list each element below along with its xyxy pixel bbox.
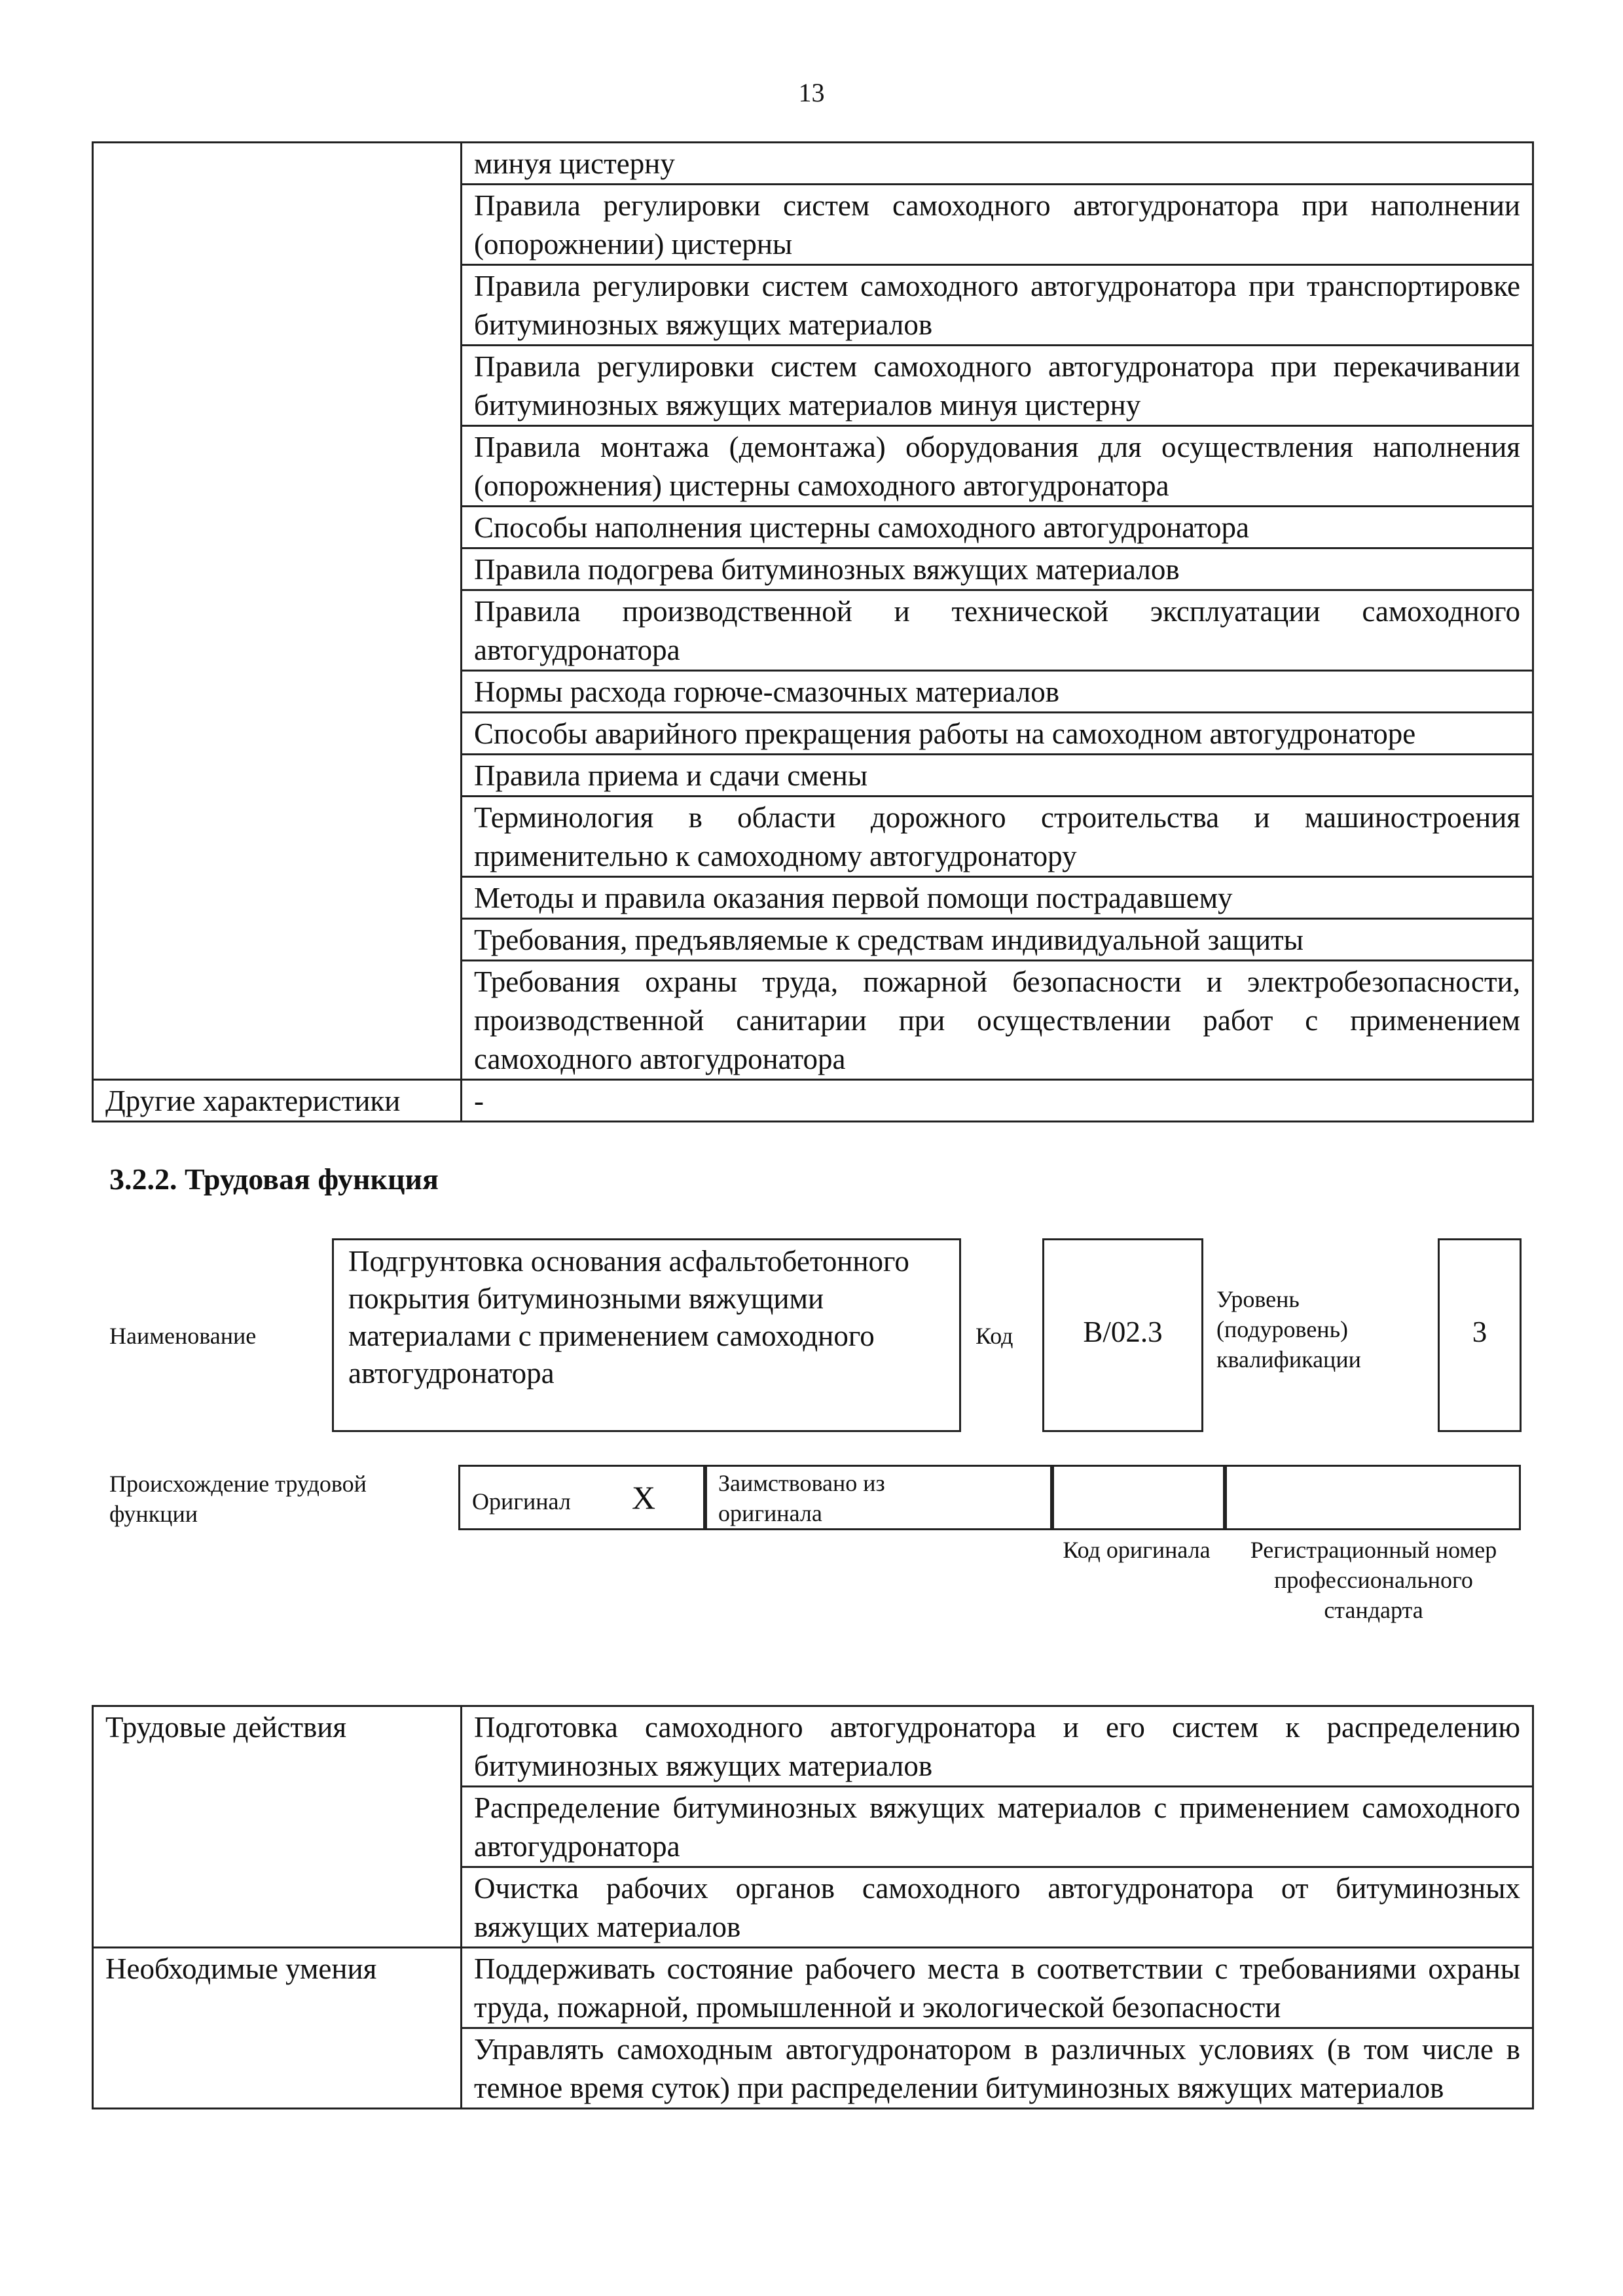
table-cell: Правила регулировки систем самоходного автогудронатора при перекачивании битуминозных вяжущих материалов минуя цистерну xyxy=(462,346,1533,426)
required-skills-label: Необходимые умения xyxy=(93,1948,462,2109)
table-cell: Требования охраны труда, пожарной безопасности и электробезопасности, производственной санитарии при осуществлении работ с применением самоходного автогудронатора xyxy=(462,961,1533,1080)
borrowed-cell xyxy=(703,1465,1054,1530)
table-cell: Подготовка самоходного автогудронатора и его систем к распределению битуминозных вяжущих материалов xyxy=(462,1706,1533,1787)
code-value: В/02.3 xyxy=(1083,1316,1163,1348)
table-cell: Способы аварийного прекращения работы на самоходном автогудронаторе xyxy=(462,713,1533,755)
original-code-cell xyxy=(1050,1465,1227,1530)
other-characteristics-value: - xyxy=(462,1080,1533,1122)
registration-number-cell xyxy=(1223,1465,1521,1530)
level-box xyxy=(1438,1238,1522,1432)
function-name: Подгрунтовка основания асфальтобетонного покрытия битуминозными вяжущими материалами с применением самоходного автогудронатора xyxy=(348,1245,909,1390)
original-mark: X xyxy=(632,1479,656,1516)
page-number: 13 xyxy=(798,78,825,107)
table-cell: Методы и правила оказания первой помощи пострадавшему xyxy=(462,877,1533,919)
table-cell: Правила приема и сдачи смены xyxy=(462,755,1533,797)
table-cell: Управлять самоходным автогудронатором в различных условиях (в том числе в темное время суток) при распределении битуминозных вяжущих материалов xyxy=(462,2028,1533,2109)
name-box xyxy=(332,1238,961,1432)
table-row xyxy=(93,143,1533,185)
row-label-empty xyxy=(93,143,462,1080)
labor-actions-label: Трудовые действия xyxy=(93,1706,462,1948)
table-cell: Нормы расхода горюче-смазочных материалов xyxy=(462,671,1533,713)
table-cell: Поддерживать состояние рабочего места в соответствии с требованиями охраны труда, пожарной, промышленной и экологической безопасности xyxy=(462,1948,1533,2028)
code-box xyxy=(1042,1238,1203,1432)
original-code-caption: Код оригинала xyxy=(1063,1537,1211,1563)
table-cell: Терминология в области дорожного строительства и машиностроения применительно к самоходному автогудронатору xyxy=(462,797,1533,877)
original-label: Оригинал xyxy=(472,1488,571,1515)
knowledge-table xyxy=(92,141,1534,1122)
section-title: 3.2.2. Трудовая функция xyxy=(109,1162,439,1196)
table-cell: Очистка рабочих органов самоходного автогудронатора от битуминозных вяжущих материалов xyxy=(462,1867,1533,1948)
table-cell: Распределение битуминозных вяжущих материалов с применением самоходного автогудронатора xyxy=(462,1787,1533,1867)
table-cell: Способы наполнения цистерны самоходного автогудронатора xyxy=(462,507,1533,548)
table-cell: минуя цистерну xyxy=(462,143,1533,185)
borrowed-label: Заимствовано из оригинала xyxy=(718,1470,885,1526)
level-label: Уровень (подуровень) квалификации xyxy=(1216,1286,1361,1372)
origin-label: Происхождение трудовой функции xyxy=(109,1471,367,1527)
code-label: Код xyxy=(976,1323,1013,1349)
registration-number-caption: Регистрационный номер профессионального стандарта xyxy=(1250,1537,1497,1623)
table-row xyxy=(93,1706,1533,1787)
table-cell: Правила монтажа (демонтажа) оборудования для осуществления наполнения (опорожнения) цистерны самоходного автогудронатора xyxy=(462,426,1533,507)
table-cell: Правила производственной и технической эксплуатации самоходного автогудронатора xyxy=(462,590,1533,671)
name-label: Наименование xyxy=(109,1323,257,1349)
table-row xyxy=(93,1080,1533,1122)
original-cell xyxy=(458,1465,707,1530)
actions-table xyxy=(92,1705,1534,2109)
other-characteristics-label: Другие характеристики xyxy=(93,1080,462,1122)
table-cell: Требования, предъявляемые к средствам индивидуальной защиты xyxy=(462,919,1533,961)
table-cell: Правила регулировки систем самоходного автогудронатора при транспортировке битуминозных вяжущих материалов xyxy=(462,265,1533,346)
table-cell: Правила регулировки систем самоходного автогудронатора при наполнении (опорожнении) цистерны xyxy=(462,185,1533,265)
level-value: 3 xyxy=(1472,1316,1487,1348)
table-cell: Правила подогрева битуминозных вяжущих материалов xyxy=(462,548,1533,590)
table-row xyxy=(93,1948,1533,2028)
